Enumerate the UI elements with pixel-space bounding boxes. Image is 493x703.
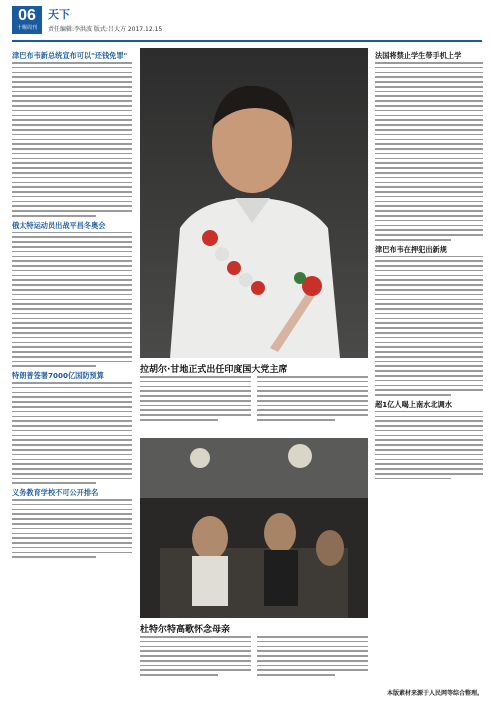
photo-caption-title: 拉胡尔·甘地正式出任印度国大党主席 (140, 365, 288, 375)
portrait-photo (140, 48, 368, 358)
photo-caption-title: 杜特尔特高歌怀念母亲 (140, 625, 231, 635)
photo-caption-body (140, 376, 368, 424)
page-header (0, 0, 493, 44)
article-headline: 津巴布韦在押犯出新规 (375, 244, 447, 254)
article (12, 488, 132, 558)
article-headline: 法国将禁止学生带手机上学 (375, 51, 462, 60)
source-note: 本版素材来源于人民网等综合整理。 (386, 690, 483, 697)
article-headline: 特朗普签署7000亿国防预算 (12, 371, 104, 381)
photo-caption-body (140, 636, 368, 679)
article-body (12, 499, 132, 558)
header-rule (12, 40, 482, 42)
article (12, 221, 132, 367)
article-body (375, 62, 483, 241)
right-column (375, 48, 483, 678)
article-body (12, 382, 132, 484)
article-headline: 津巴布韦新总统宣布可以"还钱免罪" (12, 51, 128, 60)
event-illustration (140, 438, 368, 618)
article-headline: 俄太特运动员出战平昌冬奥会 (12, 220, 106, 230)
issue-number: 06 (18, 7, 36, 24)
left-column (12, 48, 132, 678)
article-body (375, 411, 483, 480)
article-body (375, 256, 483, 396)
article (375, 245, 483, 396)
portrait-illustration (140, 48, 368, 358)
editor-credits: 责任编辑:李洪波 版式:吕大方 2017.12.15 (48, 26, 163, 33)
article (375, 51, 483, 241)
article (12, 51, 132, 217)
middle-column (140, 48, 368, 678)
article-headline: 义务教育学校不可公开排名 (12, 488, 99, 498)
section-title: 天下 (48, 8, 70, 21)
article-body (12, 62, 132, 217)
article (375, 400, 483, 480)
event-photo (140, 438, 368, 618)
article (12, 371, 132, 484)
issue-subtitle: 十堰周刊 (16, 25, 37, 31)
article-headline: 超1亿人喝上南水北调水 (375, 399, 452, 409)
issue-badge (12, 6, 42, 34)
article-body (12, 232, 132, 367)
